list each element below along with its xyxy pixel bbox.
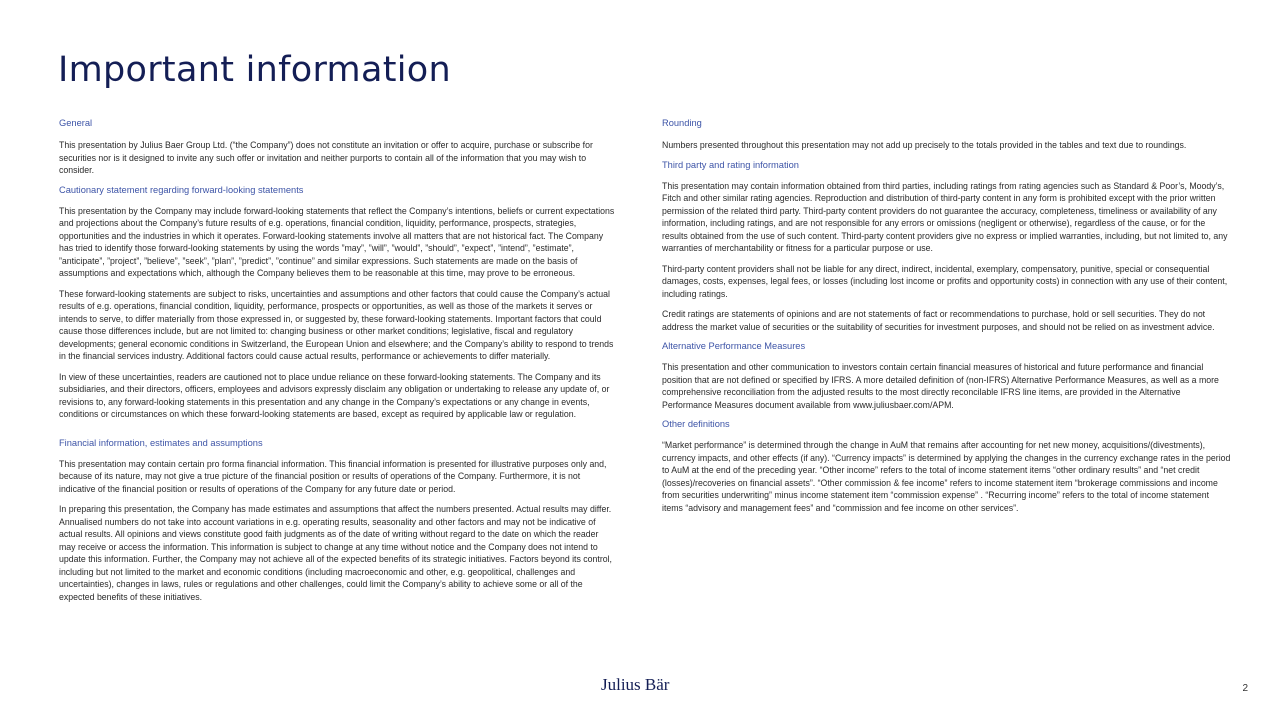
apm-heading: Alternative Performance Measures [662, 341, 806, 351]
other-definitions-heading: Other definitions [662, 419, 730, 429]
julius-baer-logo: Julius Bär [601, 675, 670, 694]
general-heading: General [59, 118, 93, 128]
cautionary-paragraph-1: This presentation by the Company may include forward-looking statements that reflect the Company’s intentions, beliefs or current expectations and projections about the Company’s future results of e.g. operations, financial condition, liquidity, performance, prospects, strategies, opportunities and the industries in which it operates. Forward-looking statements involve all matters that are not historical fact. The Company has tried to identify those forward-looking statements by using the words ”may”, ”will”, ”would”, ”should”, ”expect”, ”intend”, ”estimate”, ”anticipate”, ”project”, ”believe”, ”seek”, ”plan”, ”predict”, ”continue” and similar expressions. Such statements are made on the basis of assumptions and expectations which, although the Company believes them to be reasonable at this time, may prove to be erroneous. [59, 205, 615, 278]
cautionary-heading: Cautionary statement regarding forward-looking statements [59, 184, 304, 195]
thirdparty-paragraph-2: Third-party content providers shall not be liable for any direct, indirect, incidental, exemplary, compensatory, punitive, special or consequential damages, costs, expenses, legal fees, or losses (including lost income or profits and opportunity costs) in connection with any use of their content, including ratings. [662, 263, 1228, 299]
apm-paragraph: This presentation and other communication to investors contain certain financial measures of historical and future performance and financial position that are not defined or specified by IFRS. A more detailed definition of (non-IFRS) Alternative Performance Measures, as well as a more comprehensive reconciliation from the adjusted results to the most directly reconcilable IFRS line items, are provided in the Alternative Performance Measures document available from www.juliusbaer.com/APM. [662, 362, 1219, 410]
right-column [662, 117, 1231, 514]
cautionary-paragraph-3: In view of these uncertainties, readers are cautioned not to place undue reliance on these forward-looking statements. The Company and its subsidiaries, and their directors, officers, employees and advisors expressly disclaim any obligation or undertaking to release any update of, or revisions to, any forward-looking statements in this presentation and any change in the Company’s expectations or any change in events, conditions or circumstances on which these forward-looking statements are based, except as required by applicable law or regulation. [59, 371, 610, 419]
thirdparty-paragraph-3: Credit ratings are statements of opinions and are not statements of fact or recommendations to purchase, hold or sell securities. They do not address the market value of securities or the suitability of securities for investment purposes, and should not be relied on as investment advice. [662, 309, 1215, 332]
page-number: 2 [1242, 683, 1248, 694]
financial-paragraph-1: This presentation may contain certain pro forma financial information. This financial information is presented for illustrative purposes only and, because of its nature, may not give a true picture of the financial position or results of operations of the Company. Furthermore, it is not indicative of the financial position or results of operations of the Company for any future date or period. [59, 458, 607, 494]
left-column [59, 117, 616, 603]
other-definitions-paragraph: “Market performance” is determined through the change in AuM that remains after accounting for net new money, acquisitions/(divestments), currency impacts, and other effects (if any). “Currency impacts” is determined by applying the changes in the currency exchange rates in the period to AuM at the end of the preceding year. “Other income” refers to the total of income statement items “other ordinary results” and “net credit (losses)/recoveries on financial assets”. “Other commission & fee income” refers to income statement item “brokerage commissions and income from securities underwriting” minus income statement item “commission expense” . “Recurring income” refers to the total of income statement items “advisory and management fees” and “commission and fee income on other services”. [662, 440, 1231, 513]
financial-heading: Financial information, estimates and assumptions [59, 437, 263, 448]
general-paragraph: This presentation by Julius Baer Group Ltd. (“the Company”) does not constitute an invitation or offer to acquire, purchase or subscribe for securities nor is it designed to invite any such offer or invitation and neither purports to contain all of the information that you may wish to consider. [59, 140, 593, 175]
rounding-heading: Rounding [662, 118, 702, 128]
thirdparty-heading: Third party and rating information [662, 159, 799, 170]
rounding-paragraph: Numbers presented throughout this presentation may not add up precisely to the totals provided in the tables and text due to roundings. [662, 140, 1187, 150]
cautionary-paragraph-2: These forward-looking statements are subject to risks, uncertainties and assumptions and other factors that could cause the Company’s actual results of e.g. operations, financial condition, liquidity, performance, prospects or opportunities, as well as those of the markets it serves or intends to serve, to differ materially from those expressed in, or suggested by, these forward-looking statements. Important factors that could cause those differences include, but are not limited to: changing business or other market conditions; legislative, fiscal and regulatory developments; general economic conditions in Switzerland, the European Union and elsewhere; and the Company’s ability to respond to trends in the financial services industry. Additional factors could cause actual results, performance or achievements to differ materially. [59, 288, 614, 361]
thirdparty-paragraph-1: This presentation may contain information obtained from third parties, including ratings from rating agencies such as Standard & Poor’s, Moody’s, Fitch and other similar rating agencies. Reproduction and distribution of third-party content in any form is prohibited except with the prior written permission of the related third party. Third-party content providers do not guarantee the accuracy, completeness, timeliness or availability of any information, including ratings, and are not responsible for any errors or omissions (negligent or otherwise), regardless of the cause, or for the results obtained from the use of such content. Third-party content providers give no express or implied warranties, including, but not limited to, any warranties of merchantability or fitness for a particular purpose or use. [662, 180, 1228, 253]
page-title: Important information [58, 50, 451, 90]
financial-paragraph-2: In preparing this presentation, the Company has made estimates and assumptions that affect the numbers presented. Actual results may differ. Annualised numbers do not take into account variations in e.g. operating results, seasonality and other factors and may not be indicative of actual results. All opinions and views constitute good faith judgments as of the date of writing without regard to the date on which the reader may receive or access the information. This information is subject to change at any time without notice and the Company does not intend to update this information. Further, the Company may not achieve all of the expected benefits of its strategic initiatives. Factors beyond its control, including but not limited to the market and economic conditions (including macroeconomic and other, e.g. geopolitical, challenges and uncertainties), changes in laws, rules or regulations and other challenges, could limit the Company’s ability to achieve some or all of the expected benefits of these initiatives. [59, 504, 612, 602]
